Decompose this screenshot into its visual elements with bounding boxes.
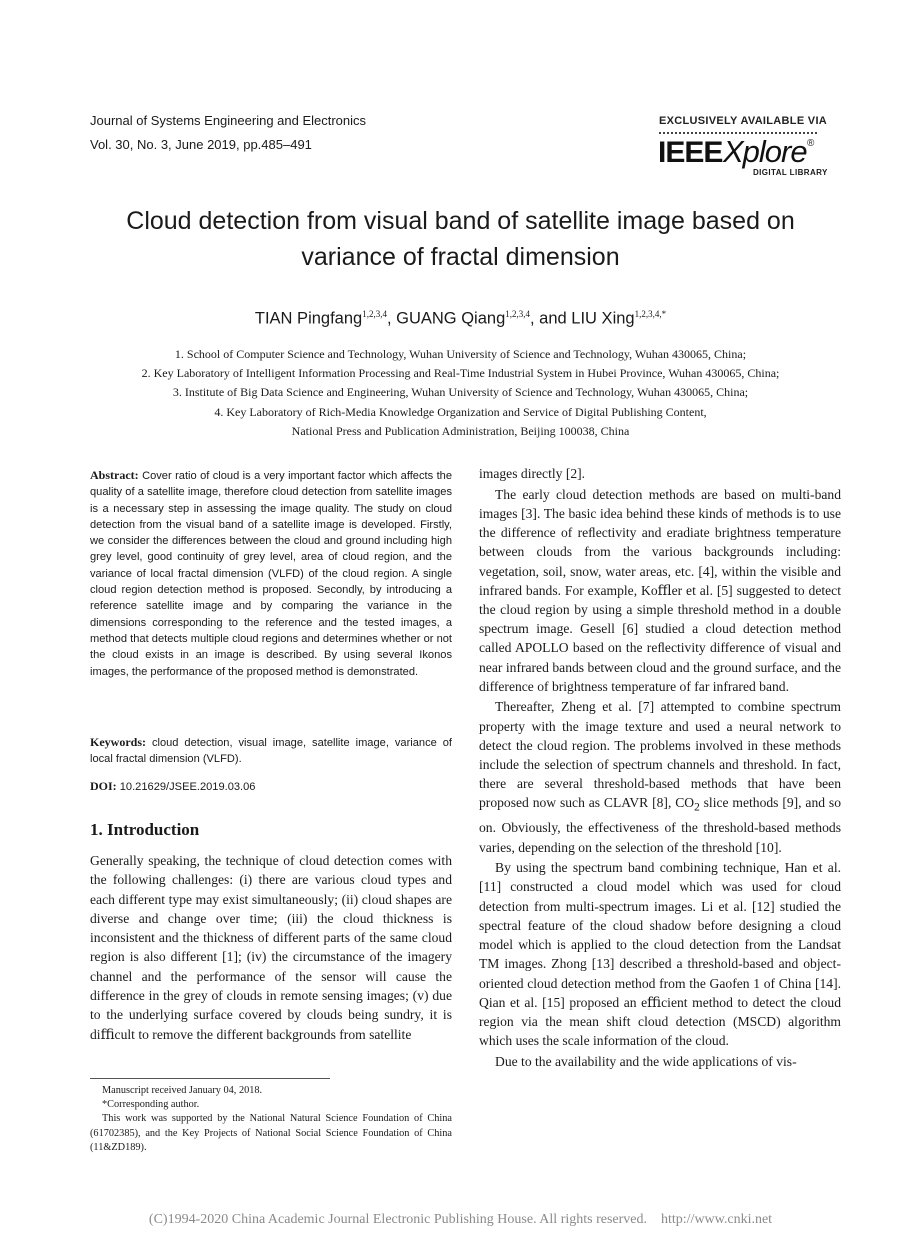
- author-name: GUANG Qiang: [396, 309, 506, 328]
- logo-digital-library: DIGITAL LIBRARY: [753, 168, 828, 177]
- journal-volume-info: Vol. 30, No. 3, June 2019, pp.485–491: [90, 137, 312, 152]
- author-name: TIAN Pingfang: [254, 309, 363, 328]
- logo-xplore-word: Xplore: [723, 134, 807, 169]
- logo-registered-mark: ®: [807, 138, 815, 149]
- title-line-2: variance of fractal dimension: [301, 243, 620, 271]
- footnotes: [90, 1084, 452, 1155]
- subscript: 2: [694, 802, 700, 815]
- affiliation-line: National Press and Publication Administration, Beijing 100038, China: [291, 423, 630, 438]
- author-affiliation-sup: 1,2,3,4,*: [634, 309, 667, 319]
- section-heading-introduction: 1. Introduction: [90, 820, 200, 839]
- keywords-text: cloud detection, visual image, satellite image, variance of local fractal dimension (VLFD).: [90, 737, 452, 766]
- ieee-xplore-logo[interactable]: [655, 112, 835, 182]
- paragraph: Due to the availability and the wide applications of vis-: [495, 1053, 797, 1069]
- paragraph-text: slice methods [9], and so on. Obviously, the effectiveness of the threshold-based methods varies, depending on the selection of the threshold [10].: [479, 795, 841, 855]
- keywords-label: Keywords:: [90, 735, 146, 749]
- author-affiliation-sup: 1,2,3,4: [362, 309, 387, 319]
- affiliation-line: 1. School of Computer Science and Technology, Wuhan University of Science and Technology, Wuhan 430065, China;: [174, 347, 747, 361]
- title-line-1: Cloud detection from visual band of satellite image based on: [126, 207, 795, 235]
- logo-ieee-word: IEEE: [658, 136, 723, 169]
- affiliation-line: 4. Key Laboratory of Rich-Media Knowledge Organization and Service of Digital Publishing Content,: [214, 404, 707, 419]
- keywords: [90, 734, 452, 768]
- footnote-divider: [90, 1078, 330, 1079]
- introduction-paragraph: Generally speaking, the technique of cloud detection comes with the following challenges: (i) there are various cloud types and each different type may exist simultaneously; (ii) cloud shapes are diverse and change over time; (iii) the cloud thickness is inconsistent and the thickness of different parts of the same cloud region is also different [1]; (iv) the circumstance of the imagery channel and the performance of the sensor will cause the difference in the grey of clouds in remote sensing images; (v) due to the underlying surface covered by clouds being sundry, it is diﬃcult to remove the different backgrounds from satellite: [90, 853, 452, 1042]
- paragraph-text: Thereafter, Zheng et al. [7] attempted to combine spectrum property with the image texture and used a neural network to detect the cloud region. The problems involved in these methods include the selection of spectrum channels and threshold. In fact, there are several threshold-based methods that have been proposed now such as CLAVR [8], CO: [479, 699, 841, 811]
- paper-title: [60, 203, 861, 275]
- paragraph: By using the spectrum band combining technique, Han et al. [11] constructed a cloud model which was used for cloud detection from multi-spectrum images. Li et al. [12] studied the spectral feature of the cloud shadow before designing a cloud model which is applied to the cloud detection from the Landsat TM images. Zhong [13] described a threshold-based and object-oriented cloud detection method from the Gaofen 1 of China [14]. Qian et al. [15] proposed an eﬃcient method to detect the cloud region via the mean shift cloud detection (MSCD) algorithm which uses the scale information of the cloud.: [479, 860, 841, 1049]
- doi-label: DOI:: [90, 779, 117, 793]
- abstract: [90, 467, 452, 680]
- doi: [90, 778, 452, 795]
- journal-name: Journal of Systems Engineering and Electronics: [90, 113, 367, 128]
- author-separator: ,: [386, 309, 397, 328]
- abstract-label: Abstract:: [90, 468, 139, 482]
- paragraph: images directly [2].: [479, 466, 586, 481]
- affiliation-line: 2. Key Laboratory of Intelligent Information Processing and Real-Time Industrial System in Hubei Province, Wuhan 430065, China;: [141, 366, 780, 381]
- author-name: LIU Xing: [571, 309, 635, 328]
- logo-exclusive-text: EXCLUSIVELY AVAILABLE VIA: [659, 115, 828, 127]
- paragraph: [479, 697, 841, 856]
- abstract-text: Cover ratio of cloud is a very important factor which affects the quality of a satellite image, therefore cloud detection from satellite images is a necessary step in assessing the image quality. The study on cloud detection from the visual band of a satellite image is developed. Firstly, we consider the differences between the cloud and ground including high grey level, good continuity of grey level, area of cloud region, and the variance of local fractal dimension (VLFD) of the cloud region. A single cloud region detection method is proposed. Secondly, by introducing a reference satellite image and by comparing the variance in the dimensions corresponding to the reference and the tested images, a method that detects multiple cloud regions and determines whether or not the cloud exists in an image is described. By using several Ikonos images, the performance of the proposed method is demonstrated.: [90, 470, 452, 678]
- footnote-funding: This work was supported by the National Natural Science Foundation of China (61702385), and the Key Projects of National Social Science Foundation of China (11&ZD189).: [90, 1113, 452, 1153]
- author-list: [60, 309, 861, 329]
- footnote-received: Manuscript received January 04, 2018.: [102, 1085, 263, 1096]
- author-separator: , and: [530, 309, 572, 328]
- copyright-footer: (C)1994-2020 China Academic Journal Electronic Publishing House. All rights reserved. http://www.cnki.net: [148, 1212, 773, 1227]
- right-column: [479, 464, 841, 1071]
- author-affiliation-sup: 1,2,3,4: [505, 309, 530, 319]
- footnote-corresponding: *Corresponding author.: [102, 1099, 200, 1111]
- affiliations: [60, 345, 861, 441]
- affiliation-line: 3. Institute of Big Data Science and Engineering, Wuhan University of Science and Technology, Wuhan 430065, China;: [172, 385, 749, 400]
- paragraph: The early cloud detection methods are based on multi-band images [3]. The basic idea behind these kinds of methods is to use the difference of reﬂectivity and eradiate brightness temperature between clouds from the various backgrounds including: vegetation, soil, snow, water areas, etc. [4], within the visible and infrared bands. For example, Koﬄer et al. [5] suggested to detect the cloud region by using a simple threshold method in a double spectrum image. Gesell [6] studied a cloud detection method called APOLLO based on the reﬂectivity difference of visual and near infrared bands between cloud and the ground surface, and the difference of brightness temperature of far infrared band.: [479, 486, 841, 694]
- doi-value[interactable]: 10.21629/JSEE.2019.03.06: [119, 781, 256, 793]
